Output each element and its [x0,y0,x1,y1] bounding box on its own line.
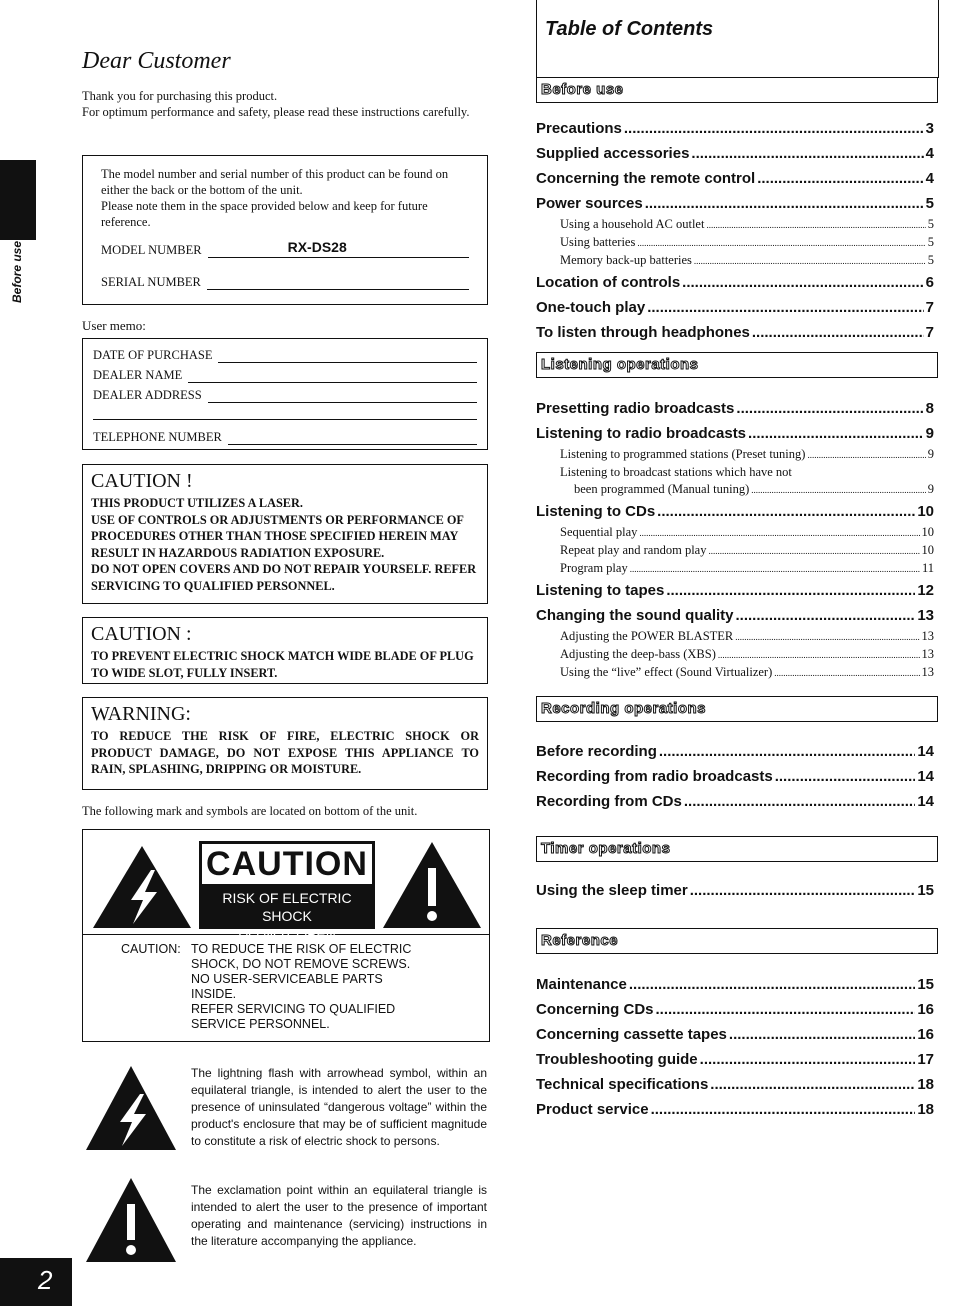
toc-leader [630,561,920,578]
toc-entry-page: 17 [917,1051,934,1068]
caution-label-line: INSIDE. [191,987,237,1001]
toc-entry-title: Concerning cassette tapes [536,1026,727,1043]
toc-leader [700,1047,916,1072]
toc-entry-title: Presetting radio broadcasts [536,400,735,417]
caution-text: DO NOT OPEN COVERS AND DO NOT REPAIR YOURSELF. REFER SERVICING TO QUALIFIED PERSONNEL. [91,562,477,593]
memo-field-line [208,388,477,403]
toc-reference [536,972,934,1122]
caution-plate-word: CAUTION [202,844,372,884]
toc-subentry-page: 10 [921,543,934,557]
toc-entry-title: Concerning the remote control [536,170,756,187]
model-number-label: MODEL NUMBER [101,243,202,257]
toc-subentry[interactable] [536,646,934,664]
toc-entry[interactable] [536,499,934,524]
toc-entry-page: 3 [925,120,934,137]
model-box-text-1: The model number and serial number of this product can be found on either the back or the bottom of the unit. [101,167,449,197]
caution-label-graphics [83,830,489,942]
toc-subentry[interactable] [536,524,934,542]
toc-entry-title: Location of controls [536,274,681,291]
caution-text: TO PREVENT ELECTRIC SHOCK MATCH WIDE BLADE OF PLUG TO WIDE SLOT, FULLY INSERT. [91,649,474,680]
toc-subentry-title: Sequential play [560,525,638,539]
toc-subentry-title: Listening to programmed stations (Preset tuning) [560,447,806,461]
toc-subentry[interactable] [536,252,934,270]
toc-leader [637,235,925,252]
toc-subentry-page: 11 [921,561,934,575]
model-serial-box [82,155,488,305]
toc-timer [536,878,934,903]
toc-leader [691,141,923,166]
caution-label-line: SHOCK, DO NOT REMOVE SCREWS. [191,957,411,971]
toc-subentry-page: 13 [921,629,934,643]
toc-entry[interactable] [536,603,934,628]
toc-entry-page: 6 [925,274,934,291]
toc-entry[interactable] [536,396,934,421]
toc-leader [752,320,924,345]
toc-entry[interactable] [536,320,934,345]
toc-entry-title: One-touch play [536,299,646,316]
caution-label-line: REFER SERVICING TO QUALIFIED [191,1002,396,1016]
caution-heading: CAUTION : [91,623,192,645]
toc-entry-title: Troubleshooting guide [536,1051,698,1068]
toc-entry-title: Before recording [536,743,657,760]
user-memo-label: User memo: [82,318,146,333]
section-bar-before-use [536,77,938,103]
page-number: 2 [0,1258,72,1306]
toc-entry-page: 9 [925,425,934,442]
memo-field-row [93,388,477,403]
toc-entry[interactable] [536,166,934,191]
toc-leader [735,629,919,646]
exclamation-triangle-icon [381,840,483,930]
toc-entry[interactable] [536,1047,934,1072]
toc-before-use [536,116,934,345]
toc-leader [682,270,923,295]
toc-subentry-title: Repeat play and random play [560,543,707,557]
toc-leader [774,665,919,682]
toc-entry-title: Maintenance [536,976,627,993]
laser-caution-box [82,464,488,604]
caution-plate-sub [199,889,375,943]
toc-leader [657,499,915,524]
warning-heading: WARNING: [91,703,191,725]
toc-subentry-title: Using the “live” effect (Sound Virtualizer) [560,665,773,679]
memo-field-line [188,368,477,383]
toc-subentry-page: 13 [921,647,934,661]
toc-entry-title: Listening to radio broadcasts [536,425,747,442]
model-number-row [101,239,469,258]
toc-subentry-page: 9 [927,482,934,496]
toc-subentry[interactable] [536,560,934,578]
memo-phone-label: TELEPHONE NUMBER [93,430,222,444]
toc-leader [736,396,923,421]
toc-subentry-page: 10 [921,525,934,539]
toc-leader [656,997,916,1022]
memo-blank-line [93,403,477,420]
toc-entry-page: 7 [925,324,934,341]
memo-field-label: DATE OF PURCHASE [93,348,213,362]
toc-leader [690,878,916,903]
plug-caution-box [82,617,488,684]
toc-subentry-title: been programmed (Manual tuning) [574,482,750,496]
toc-entry[interactable] [536,789,934,814]
toc-leader [748,421,924,446]
toc-leader [807,447,925,464]
intro-line-2: For optimum performance and safety, please read these instructions carefully. [82,105,470,119]
toc-entry-title: Recording from radio broadcasts [536,768,773,785]
toc-subentry-page: 9 [927,447,934,461]
caution-plate-sub-line: RISK OF ELECTRIC SHOCK [222,890,352,924]
toc-entry-page: 18 [917,1076,934,1093]
toc-entry[interactable] [536,141,934,166]
toc-leader [651,1097,916,1122]
toc-subentry[interactable] [536,628,934,646]
warning-box [82,697,488,790]
intro-text [82,88,490,120]
caution-label-box [82,829,490,1042]
toc-subentry-page: 5 [927,235,934,249]
section-bar-timer-operations [536,836,938,862]
side-section-label: Before use [10,240,24,303]
memo-field-row [93,368,477,383]
toc-entry-page: 18 [917,1101,934,1118]
caution-label-line: NO USER-SERVICEABLE PARTS [191,972,383,986]
model-number-line [208,239,469,258]
toc-entry[interactable] [536,421,934,446]
toc-entry[interactable] [536,997,934,1022]
toc-entry[interactable] [536,191,934,216]
toc-leader [710,1072,915,1097]
toc-entry-page: 13 [917,607,934,624]
toc-entry-page: 7 [925,299,934,316]
toc-title-box [536,0,939,78]
toc-entry-page: 14 [917,743,934,760]
toc-leader [718,647,920,664]
section-bar-label: Timer operations [541,840,671,857]
toc-entry-title: Recording from CDs [536,793,682,810]
toc-leader [639,525,919,542]
section-bar-label: Listening operations [541,356,699,373]
caution-label-line: TO REDUCE THE RISK OF ELECTRIC [191,942,412,956]
toc-leader [757,166,923,191]
lightning-triangle-icon [84,1064,178,1152]
toc-subentry[interactable] [536,664,934,682]
memo-field-label: DEALER NAME [93,368,183,382]
toc-leader [751,482,925,499]
caution-label-text [121,942,411,1032]
toc-entry-page: 8 [925,400,934,417]
toc-subentry-page: 13 [921,665,934,679]
toc-entry-page: 16 [917,1001,934,1018]
toc-entry[interactable] [536,578,934,603]
toc-entry[interactable] [536,739,934,764]
toc-entry[interactable] [536,764,934,789]
caution-plate-sub-line: DO NOT OPEN [238,926,336,942]
mark-note: The following mark and symbols are located on bottom of the unit. [82,804,418,818]
section-bar-label: Reference [541,932,619,949]
toc-leader [684,789,915,814]
toc-entry[interactable] [536,1022,934,1047]
toc-recording [536,739,934,814]
toc-entry-page: 14 [917,768,934,785]
serial-number-row [101,274,469,290]
toc-subentry[interactable] [536,234,934,252]
toc-entry[interactable] [536,972,934,997]
intro-line-1: Thank you for purchasing this product. [82,89,278,103]
toc-entry-page: 15 [917,882,934,899]
toc-subentry[interactable] [536,481,934,499]
toc-entry-page: 5 [925,195,934,212]
serial-number-line [207,275,469,290]
toc-entry-title: To listen through headphones [536,324,750,341]
toc-subentry[interactable] [536,542,934,560]
toc-subentry-page: 5 [927,253,934,267]
toc-leader [629,972,915,997]
warning-text: TO REDUCE THE RISK OF FIRE, ELECTRIC SHOCK OR PRODUCT DAMAGE, DO NOT EXPOSE THIS APPLIANCE TO RAIN, SPLASHING, DRIPPING OR MOISTURE. [91,729,479,776]
user-memo-box [82,338,488,450]
toc-entry-page: 10 [917,503,934,520]
section-bar-reference [536,928,938,954]
toc-subentry-title: Program play [560,561,628,575]
caution-label-line: SERVICE PERSONNEL. [191,1017,330,1031]
toc-entry-title: Using the sleep timer [536,882,688,899]
memo-field-row [93,348,477,363]
toc-entry-title: Concerning CDs [536,1001,654,1018]
toc-leader [659,739,915,764]
lightning-triangle-icon [91,844,193,930]
toc-leader [694,253,926,270]
section-bar-label: Recording operations [541,700,707,717]
toc-subentry[interactable] [536,216,934,234]
toc-subentry-title: Using batteries [560,235,636,249]
serial-number-label: SERIAL NUMBER [101,275,201,289]
toc-subentry-line[interactable]: Listening to broadcast stations which have not [560,465,792,479]
toc-leader [736,603,916,628]
toc-entry-title: Precautions [536,120,622,137]
memo-field-line [218,348,477,363]
toc-entry-title: Listening to CDs [536,503,656,520]
section-bar-listening-operations [536,352,938,378]
section-bar-label: Before use [541,81,624,98]
caution-heading: CAUTION ! [91,470,193,492]
caution-text: USE OF CONTROLS OR ADJUSTMENTS OR PERFORMANCE OF PROCEDURES OTHER THAN THOSE SPECIFIED HEREIN MAY RESULT IN HAZARDOUS RADIATION EXPOSURE. [91,512,464,560]
toc-leader [706,217,925,234]
toc-leader [647,295,923,320]
toc-subentry-title: Memory back-up batteries [560,253,692,267]
toc-entry-title: Product service [536,1101,649,1118]
toc-entry-page: 4 [925,170,934,187]
caution-text: THIS PRODUCT UTILIZES A LASER. [91,496,303,510]
toc-entry-page: 12 [917,582,934,599]
dear-customer-title: Dear Customer [82,48,231,74]
model-box-text-2: Please note them in the space provided below and keep for future reference. [101,199,428,229]
toc-entry-title: Listening to tapes [536,582,665,599]
toc-entry[interactable] [536,1072,934,1097]
section-bar-recording-operations [536,696,938,722]
toc-leader [645,191,924,216]
toc-subentry-title: Adjusting the deep-bass (XBS) [560,647,716,661]
toc-entry-title: Supplied accessories [536,145,690,162]
lightning-symbol-description: The lightning flash with arrowhead symbol, within an equilateral triangle, is intended to alert the user to the presence of uninsulated “dangerous voltage” within the product's enclosure that may be of sufficient magnitude to constitute a risk of electric shock to persons. [191,1066,487,1148]
toc-leader [775,764,916,789]
toc-entry-title: Changing the sound quality [536,607,734,624]
toc-entry[interactable] [536,878,934,903]
exclamation-symbol-description: The exclamation point within an equilateral triangle is intended to alert the user to the presence of important operating and maintenance (servicing) instructions in the literature accompanying the appliance. [191,1183,487,1248]
toc-leader [708,543,919,560]
memo-field-label: DEALER ADDRESS [93,388,202,402]
toc-subentry-title: Adjusting the POWER BLASTER [560,629,734,643]
model-number-value: RX-DS28 [287,239,347,255]
toc-entry[interactable] [536,270,934,295]
toc-title: Table of Contents [545,18,714,40]
memo-phone-row [93,430,477,445]
caution-plate [199,841,375,942]
toc-subentry-page: 5 [927,217,934,231]
toc-entry-page: 4 [925,145,934,162]
memo-phone-line [228,430,477,445]
toc-subentry-title: Using a household AC outlet [560,217,705,231]
caution-label-prefix: CAUTION: [121,942,181,956]
toc-entry[interactable] [536,295,934,320]
toc-entry[interactable] [536,116,934,141]
toc-entry-page: 14 [917,793,934,810]
toc-subentry[interactable] [536,446,934,464]
toc-entry-page: 16 [917,1026,934,1043]
toc-leader [729,1022,915,1047]
toc-entry[interactable] [536,1097,934,1122]
toc-listening [536,396,934,682]
exclamation-triangle-icon [84,1176,178,1264]
toc-entry-title: Technical specifications [536,1076,709,1093]
toc-leader [666,578,915,603]
toc-entry-page: 15 [917,976,934,993]
toc-entry-title: Power sources [536,195,643,212]
toc-leader [624,116,924,141]
